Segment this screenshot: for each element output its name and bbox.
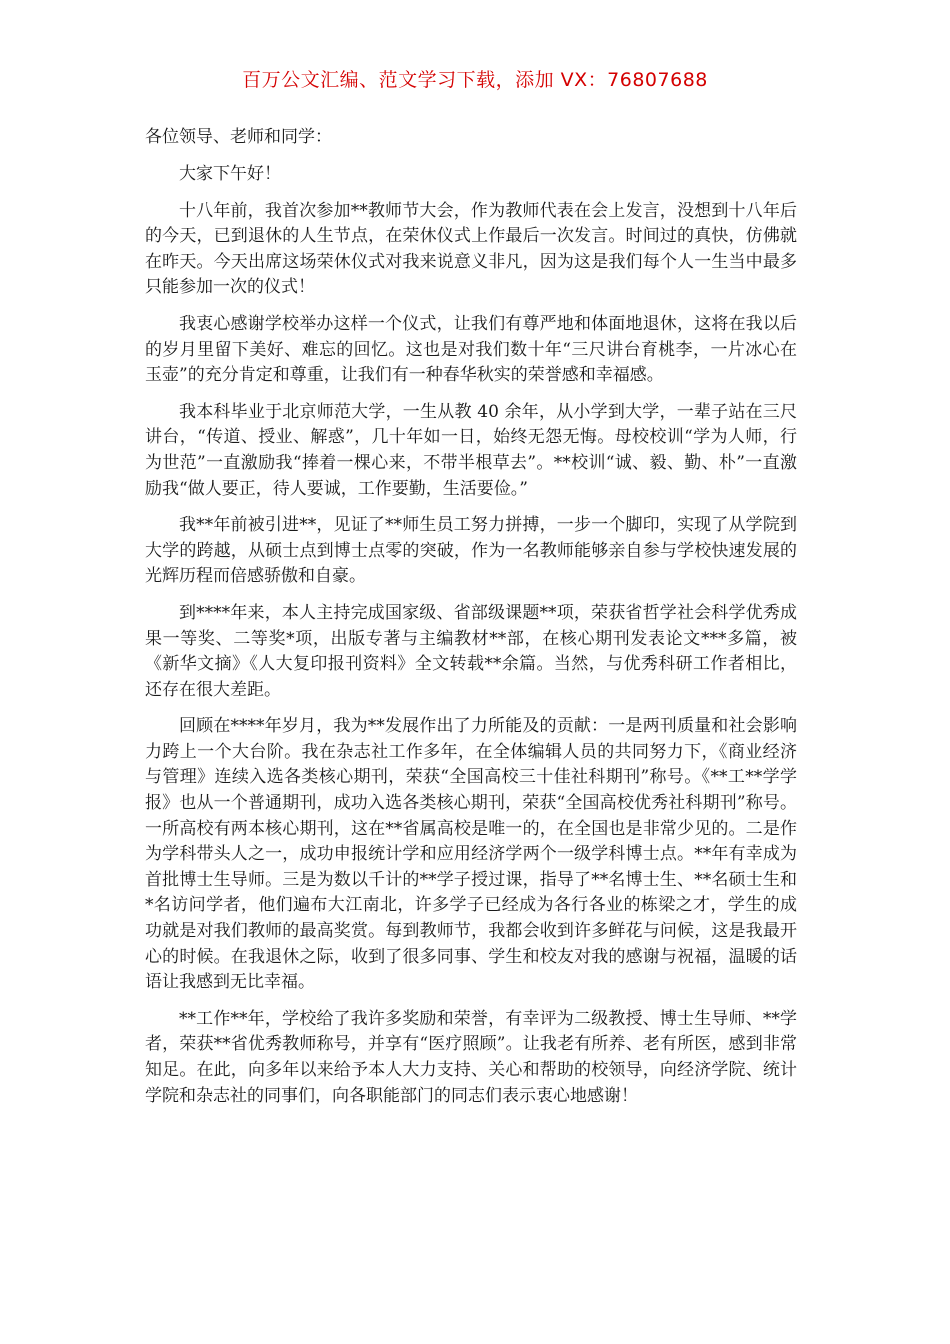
header-banner: 百万公文汇编、范文学习下载，添加 VX：76807688 [242, 69, 708, 91]
speech-body [145, 124, 797, 1120]
paragraph: 我本科毕业于北京师范大学，一生从教 40 余年，从小学到大学，一辈子站在三尺讲台，“传道、授业、解惑”，几十年如一日，始终无怨无悔。母校校训“学为人师，行为世范”一直激励我“捧着一棵心来，不带半根草去”。**校训“诚、毅、勤、朴”一直激励我“做人要正，待人要诚，工作要勤，生活要俭。” [145, 401, 797, 499]
paragraph: 我衷心感谢学校举办这样一个仪式，让我们有尊严地和体面地退休，这将在我以后的岁月里留下美好、难忘的回忆。这也是对我们数十年“三尺讲台育桃李，一片冰心在玉壶”的充分肯定和尊重，让我们有一种春华秋实的荣誉感和幸福感。 [145, 313, 797, 386]
paragraph: 十八年前，我首次参加**教师节大会，作为教师代表在会上发言，没想到十八年后的今天，已到退休的人生节点，在荣休仪式上作最后一次发言。时间过的真快，仿佛就在昨天。今天出席这场荣休仪式对我来说意义非凡，因为这是我们每个人一生当中最多只能参加一次的仪式！ [145, 200, 797, 298]
paragraph-greeting: 大家下午好！ [179, 164, 281, 184]
paragraph: 我**年前被引进**，见证了**师生员工努力拼搏，一步一个脚印，实现了从学院到大学的跨越，从硕士点到博士点零的突破，作为一名教师能够亲自参与学校快速发展的光辉历程而倍感骄傲和自豪。 [145, 515, 797, 587]
paragraph: **工作**年，学校给了我许多奖励和荣誉，有幸评为二级教授、博士生导师、**学者，荣获**省优秀教师称号，并享有“医疗照顾”。让我老有所养、老有所医，感到非常知足。在此，向多年以来给予本人大力支持、关心和帮助的校领导，向经济学院、统计学院和杂志社的同事们，向各职能部门的同志们表示衷心地感谢！ [145, 1008, 797, 1106]
salutation: 各位领导、老师和同学： [145, 127, 332, 147]
paragraph: 到****年来，本人主持完成国家级、省部级课题**项，荣获省哲学社会科学优秀成果一等奖、二等奖*项，出版专著与主编教材**部，在核心期刊发表论文***多篇，被《新华文摘》《人大复印报刊资料》全文转载**余篇。当然，与优秀科研工作者相比，还存在很大差距。 [145, 602, 797, 700]
paragraph: 回顾在****年岁月，我为**发展作出了力所能及的贡献：一是两刊质量和社会影响力跨上一个大台阶。我在杂志社工作多年，在全体编辑人员的共同努力下，《商业经济与管理》连续入选各类核心期刊，荣获“全国高校三十佳社科期刊”称号。《**工**学学报》也从一个普通期刊，成功入选各类核心期刊，荣获“全国高校优秀社科期刊”称号。一所高校有两本核心期刊，这在**省属高校是唯一的，在全国也是非常少见的。二是作为学科带头人之一，成功申报统计学和应用经济学两个一级学科博士点。**年有幸成为首批博士生导师。三是为数以千计的**学子授过课，指导了**名博士生、**名硕士生和*名访问学者，他们遍布大江南北，许多学子已经成为各行各业的栋梁之才，学生的成功就是对我们教师的最高奖赏。每到教师节，我都会收到许多鲜花与问候，这是我最开心的时候。在我退休之际，收到了很多同事、学生和校友对我的感谢与祝福，温暖的话语让我感到无比幸福。 [145, 716, 797, 993]
